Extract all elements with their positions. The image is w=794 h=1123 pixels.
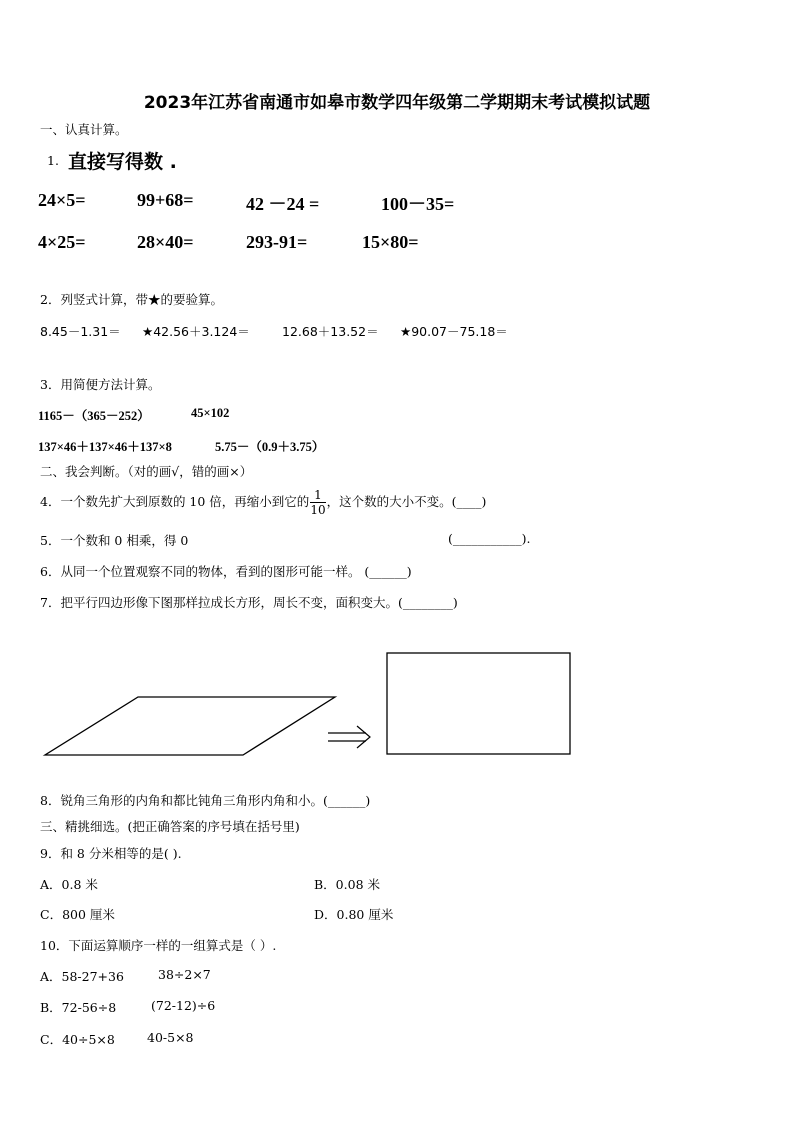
q10-option-a-expr1: A．58-27+36 [40, 969, 124, 984]
q4-fraction-denominator: 10 [310, 503, 326, 517]
q3-r2-c1: 137×46＋137×46＋137×8 [38, 440, 172, 454]
double-arrow-icon [328, 726, 370, 748]
q5-text: 5．一个数和 0 相乘，得 0 [40, 533, 189, 548]
q2-label: 2．列竖式计算，带★的要验算。 [40, 292, 223, 307]
q2-item-3: 12.68＋13.52＝ [282, 324, 379, 339]
q1-r2-c1: 4×25= [38, 232, 86, 252]
page-title: 2023年江苏省南通市如皋市数学四年级第二学期期末考试模拟试题 [143, 93, 651, 113]
q2-item-2: ★42.56＋3.124＝ [142, 324, 250, 339]
q7: 7．把平行四边形像下图那样拉成长方形，周长不变，面积变大。(________) [40, 595, 458, 610]
q1-number: 1. [47, 153, 59, 168]
q1-r2-c2: 28×40= [137, 232, 194, 252]
q1-r2-c4: 15×80= [362, 232, 419, 252]
q4-text-before: 4．一个数先扩大到原数的 10 倍，再缩小到它的 [40, 494, 310, 509]
rectangle-shape [387, 653, 570, 754]
section-1-heading: 一、认真计算。 [40, 122, 128, 137]
q5-blank: (___________). [448, 531, 531, 546]
parallelogram-shape [45, 697, 335, 755]
q1-r2-c3: 293-91= [246, 232, 308, 252]
q9-option-b: B．0.08 米 [314, 877, 380, 892]
q10-option-b-expr2: (72-12)÷6 [151, 998, 216, 1013]
q4-fraction-numerator: 1 [310, 488, 325, 503]
q9-option-c: C．800 厘米 [40, 907, 115, 922]
q2-item-4: ★90.07－75.18＝ [400, 324, 508, 339]
q3-label: 3．用简便方法计算。 [40, 377, 161, 392]
q1-r1-c1: 24×5= [38, 190, 86, 210]
q3-r1-c1: 1165－（365－252） [38, 409, 150, 423]
q3-r2-c2: 5.75－（0.9＋3.75） [215, 440, 325, 454]
q10-option-b-expr1: B．72-56÷8 [40, 1000, 117, 1015]
q9-option-d: D．0.80 厘米 [314, 907, 394, 922]
q8: 8．锐角三角形的内角和都比钝角三角形内角和小。(______) [40, 793, 371, 808]
section-3-heading: 三、精挑细选。(把正确答案的序号填在括号里) [40, 819, 300, 834]
q1-r1-c2: 99+68= [137, 190, 194, 210]
q1-r1-c3: 42 －24 = [246, 194, 320, 214]
q10-option-a-expr2: 38÷2×7 [158, 967, 211, 982]
q1-label: 直接写得数 . [68, 151, 177, 173]
q9-label: 9．和 8 分米相等的是( ). [40, 846, 182, 861]
q1-r1-c4: 100－35= [381, 194, 455, 214]
q10-label: 10．下面运算顺序一样的一组算式是（ ）. [40, 938, 277, 953]
q9-option-a: A．0.8 米 [40, 877, 98, 892]
section-2-heading: 二、我会判断。（对的画√，错的画×） [40, 464, 253, 479]
q10-option-c-expr1: C．40÷5×8 [40, 1032, 115, 1047]
q2-item-1: 8.45－1.31＝ [40, 324, 121, 339]
q3-r1-c2: 45×102 [191, 406, 230, 420]
q10-option-c-expr2: 40-5×8 [147, 1030, 194, 1045]
q4-text-after: ，这个数的大小不变。(____) [326, 494, 487, 509]
q6: 6．从同一个位置观察不同的物体，看到的图形可能一样。 (______) [40, 564, 412, 579]
